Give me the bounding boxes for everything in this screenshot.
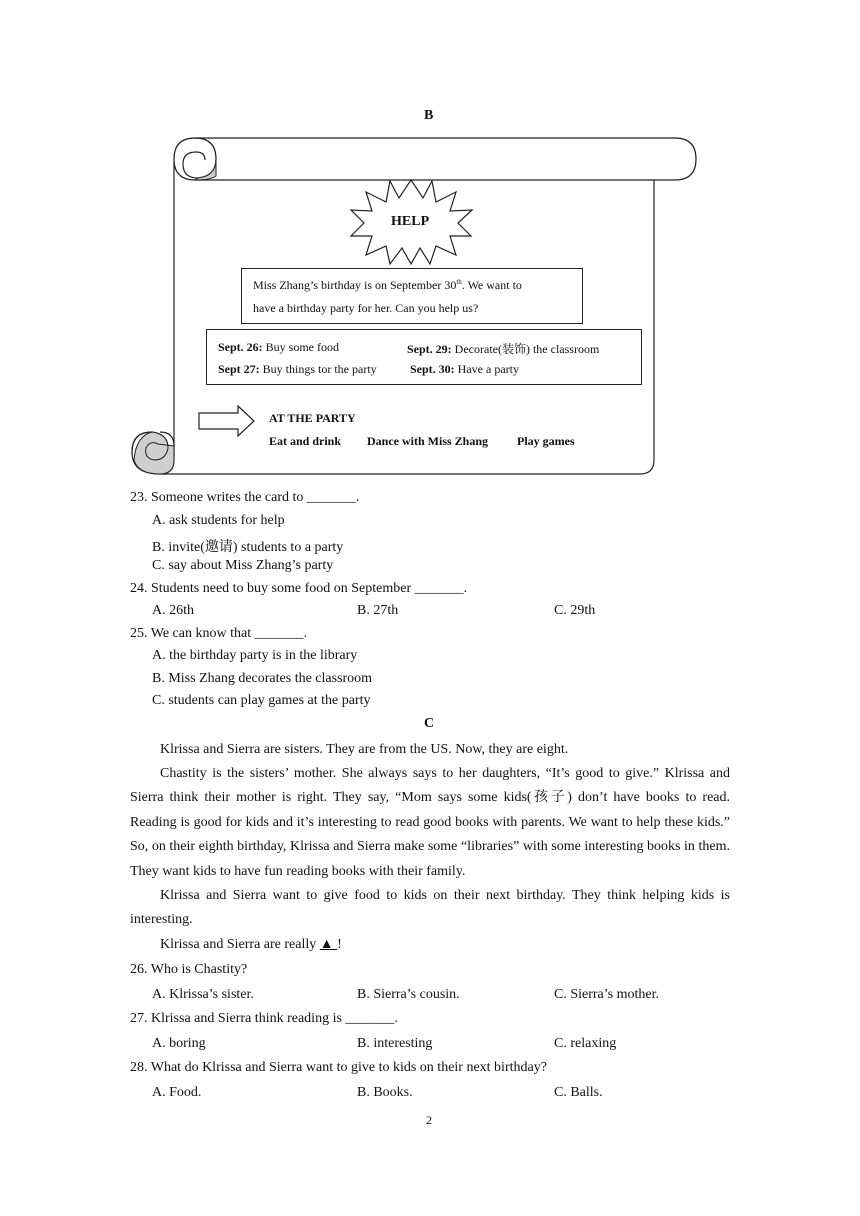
answer-option: B. Miss Zhang decorates the classroom <box>152 671 373 686</box>
answer-option: C. students can play games at the party <box>152 693 371 708</box>
party-activity: Play games <box>517 434 575 448</box>
passage-paragraph: Klrissa and Sierra are really ▲ ! <box>160 937 342 952</box>
section-b-heading: B <box>424 108 434 123</box>
notice-box <box>241 268 583 324</box>
help-label: HELP <box>391 214 430 229</box>
schedule-item: Sept. 26: Buy some food <box>218 340 340 354</box>
question-stem: 24. Students need to buy some food on September _______. <box>130 581 468 596</box>
question-stem: 23. Someone writes the card to _______. <box>130 490 360 505</box>
answer-option: A. boring <box>152 1036 206 1051</box>
answer-option: B. 27th <box>357 603 399 618</box>
schedule-item: Sept 27: Buy things tor the party <box>218 362 377 376</box>
answer-option: A. the birthday party is in the library <box>152 648 358 663</box>
scroll-frame <box>0 0 860 490</box>
question-stem: 27. Klrissa and Sierra think reading is _______. <box>130 1011 398 1026</box>
passage-paragraph: Klrissa and Sierra want to give food to kids on their next birthday. They think helping kids is interesting. <box>130 888 730 928</box>
answer-option: C. relaxing <box>554 1036 617 1051</box>
answer-option: A. 26th <box>152 603 194 618</box>
answer-option: C. say about Miss Zhang’s party <box>152 558 334 573</box>
schedule-box <box>206 329 642 385</box>
party-activity: Eat and drink <box>269 434 342 448</box>
passage-paragraph: Chastity is the sisters’ mother. She always says to her daughters, “It’s good to give.” Klrissa and Sierra think their mother is right. They say, “Mom says some kids(孩子) don’t have books to read. Reading is good for kids and it’s interesting to read good books with parents. We want to help these kids.” So, on their eighth birthday, Klrissa and Sierra make some “libraries” with some interesting books in them. They want kids to have fun reading books with their family. <box>130 766 730 879</box>
answer-option: C. 29th <box>554 603 596 618</box>
page-number: 2 <box>426 1113 432 1127</box>
party-activity: Dance with Miss Zhang <box>367 434 489 448</box>
answer-option: A. Klrissa’s sister. <box>152 987 254 1002</box>
notice-line-1: Miss Zhang’s birthday is on September 30th. We want to <box>253 278 522 292</box>
answer-option: B. Sierra’s cousin. <box>357 987 460 1002</box>
notice-line-2: have a birthday party for her. Can you help us? <box>253 301 479 315</box>
answer-option: C. Balls. <box>554 1085 603 1100</box>
schedule-item: Sept. 30: Have a party <box>410 362 519 376</box>
schedule-item: Sept. 29: Decorate(装饰) the classroom <box>407 342 600 356</box>
passage-paragraph: Klrissa and Sierra are sisters. They are from the US. Now, they are eight. <box>160 742 569 757</box>
answer-option: B. Books. <box>357 1085 413 1100</box>
answer-option: B. interesting <box>357 1036 433 1051</box>
arrow-right-icon <box>199 406 254 436</box>
answer-option: A. ask students for help <box>152 513 285 528</box>
section-c-heading: C <box>424 716 435 731</box>
question-stem: 26. Who is Chastity? <box>130 962 248 977</box>
answer-option: B. invite(邀请) students to a party <box>152 540 344 555</box>
question-stem: 28. What do Klrissa and Sierra want to give to kids on their next birthday? <box>130 1060 547 1075</box>
answer-option: C. Sierra’s mother. <box>554 987 659 1002</box>
party-title: AT THE PARTY <box>269 411 356 425</box>
answer-blank: ▲ <box>319 937 338 952</box>
question-stem: 25. We can know that _______. <box>130 626 308 641</box>
answer-option: A. Food. <box>152 1085 202 1100</box>
